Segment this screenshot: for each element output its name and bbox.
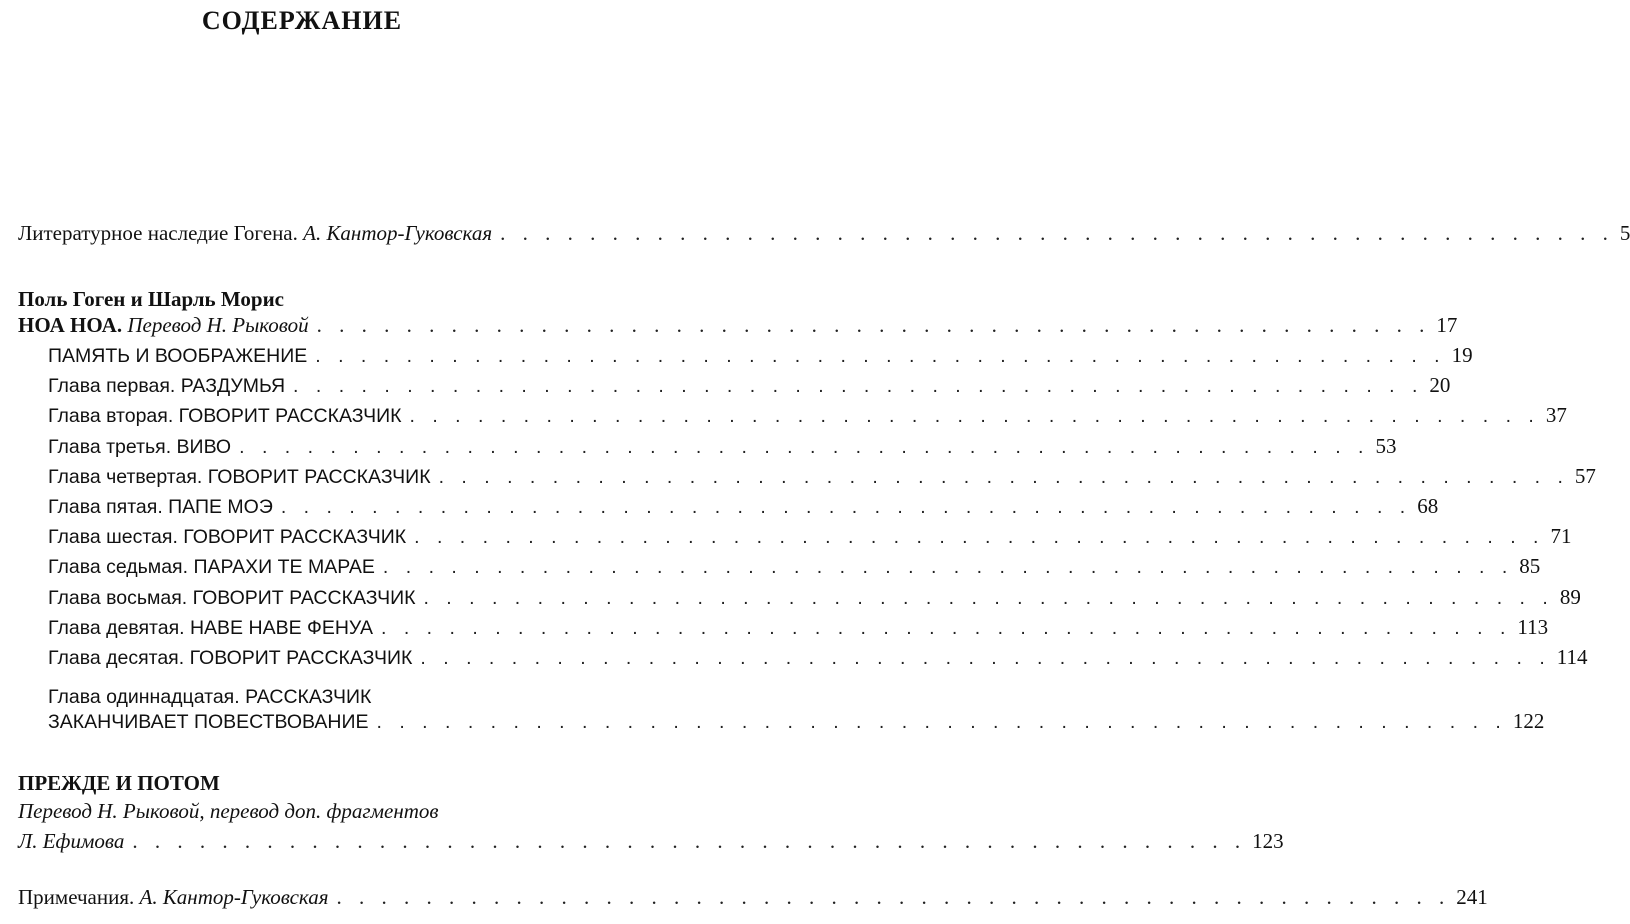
page-title: СОДЕРЖАНИЕ [201,6,403,35]
chapter-label: Глава четвертая. ГОВОРИТ РАССКАЗЧИК [48,465,431,488]
dot-leader: . . . . . . . . . . . . . . . . . . . . . . . . . . . . . . . . . . . . . . . . . . . . . . . . . . [500,221,1614,245]
page-number: 122 [1512,709,1545,733]
page-number: 37 [1545,403,1567,428]
page-number: 123 [1252,829,1284,853]
toc-entry-label [18,218,492,248]
toc-entry-chapter[interactable] [48,551,1541,582]
notes-text: Примечания. [18,885,135,909]
page-number: 114 [1556,645,1588,669]
chapter-label: ПАМЯТЬ И ВООБРАЖЕНИЕ [48,345,308,367]
toc-entry-chapter[interactable] [48,612,1549,643]
toc-entry-noa-noa[interactable] [18,310,1458,340]
toc-entry-intro[interactable] [18,218,1630,248]
toc-entry-chapter[interactable] [48,582,1581,613]
intro-text: Литературное наследие Гогена. [18,221,298,245]
toc-entry-chapter[interactable] [48,491,1439,522]
dot-leader: . . . . . . . . . . . . . . . . . . . . . . . . . . . . . . . . . . . . . . . . . . . . . . . . . . [376,711,1507,733]
chapter-label: Глава вторая. ГОВОРИТ РАССКАЗЧИК [48,405,402,428]
work-title: НОА НОА. [18,313,123,337]
dot-leader: . . . . . . . . . . . . . . . . . . . . . . . . . . . . . . . . . . . . . . . . . . . . . . . . . . [414,526,1545,549]
chapter-label: Глава пятая. ПАПЕ МОЭ [48,496,273,518]
toc-entry-label [18,310,309,340]
dot-leader: . . . . . . . . . . . . . . . . . . . . . . . . . . . . . . . . . . . . . . . . . . . . . . . . . . [336,885,1451,909]
chapter-label: Глава восьмая. ГОВОРИТ РАССКАЗЧИК [48,586,416,609]
notes-author: А. Кантор-Гуковская [139,885,329,909]
page-number: 241 [1456,885,1488,909]
toc-entry-chapter[interactable] [48,461,1596,492]
page-number: 19 [1451,343,1473,367]
chapter-label: Глава третья. ВИВО [48,435,232,458]
section2-translator-name: Л. Ефимова [18,829,125,853]
page-number: 89 [1559,584,1581,609]
dot-leader: . . . . . . . . . . . . . . . . . . . . . . . . . . . . . . . . . . . . . . . . . . . . . . . . . . [315,345,1446,367]
page-number: 20 [1429,373,1451,398]
intro-author: А. Кантор-Гуковская [303,221,493,245]
toc-entry-label [18,882,328,912]
toc-entry-chapter[interactable] [48,521,1572,552]
toc-entry-chapter[interactable] [48,370,1451,401]
chapter-label: Глава первая. РАЗДУМЬЯ [48,375,286,398]
chapter-11-line1: Глава одиннадцатая. РАССКАЗЧИК [48,686,372,708]
page-number: 53 [1375,433,1397,458]
chapter-label: Глава десятая. ГОВОРИТ РАССКАЗЧИК [48,647,413,669]
section2-title: ПРЕЖДЕ И ПОТОМ [18,771,220,795]
dot-leader: . . . . . . . . . . . . . . . . . . . . . . . . . . . . . . . . . . . . . . . . . . . . . . . . . . [438,465,1569,488]
toc-entry-chapter-11[interactable] [48,706,1545,737]
page-number: 17 [1436,313,1458,337]
dot-leader: . . . . . . . . . . . . . . . . . . . . . . . . . . . . . . . . . . . . . . . . . . . . . . . . . . [420,647,1551,669]
toc-entry-chapter[interactable] [48,642,1588,673]
section2-translators: Перевод Н. Рыковой, перевод доп. фрагментов [18,799,439,823]
toc-entry-chapter[interactable] [48,400,1567,431]
dot-leader: . . . . . . . . . . . . . . . . . . . . . . . . . . . . . . . . . . . . . . . . . . . . . . . . . . [280,496,1412,518]
dot-leader: . . . . . . . . . . . . . . . . . . . . . . . . . . . . . . . . . . . . . . . . . . . . . . . . . . [382,556,1514,579]
page-number: 5 [1619,221,1630,245]
chapter-11-line2: ЗАКАНЧИВАЕТ ПОВЕСТВОВАНИЕ [48,711,369,733]
dot-leader: . . . . . . . . . . . . . . . . . . . . . . . . . . . . . . . . . . . . . . . . . . . . . . . . . . [316,313,1431,337]
page-number: 57 [1574,463,1596,488]
dot-leader: . . . . . . . . . . . . . . . . . . . . . . . . . . . . . . . . . . . . . . . . . . . . . . . . . . [409,405,1540,428]
dot-leader: . . . . . . . . . . . . . . . . . . . . . . . . . . . . . . . . . . . . . . . . . . . . . . . . . . [239,435,1370,458]
toc-entry-chapter[interactable] [48,431,1397,462]
dot-leader: . . . . . . . . . . . . . . . . . . . . . . . . . . . . . . . . . . . . . . . . . . . . . . . . . . [132,829,1247,853]
toc-entry-chapter[interactable] [48,340,1473,371]
page-number: 68 [1417,494,1439,518]
page-number: 113 [1517,614,1549,639]
work-translator: Перевод Н. Рыковой [127,313,309,337]
chapter-label: Глава девятая. НАВЕ НАВЕ ФЕНУА [48,616,374,639]
page-number: 85 [1519,554,1541,579]
toc-entry-section2[interactable] [18,826,1284,856]
toc-entry-notes[interactable] [18,882,1488,912]
dot-leader: . . . . . . . . . . . . . . . . . . . . . . . . . . . . . . . . . . . . . . . . . . . . . . . . . . [423,586,1554,609]
page-number: 71 [1550,524,1572,549]
chapter-label: Глава седьмая. ПАРАХИ ТЕ МАРАЕ [48,556,375,579]
section-authors: Поль Гоген и Шарль Морис [18,287,284,311]
dot-leader: . . . . . . . . . . . . . . . . . . . . . . . . . . . . . . . . . . . . . . . . . . . . . . . . . . [381,616,1512,639]
dot-leader: . . . . . . . . . . . . . . . . . . . . . . . . . . . . . . . . . . . . . . . . . . . . . . . . . . [293,375,1424,398]
chapter-label: Глава шестая. ГОВОРИТ РАССКАЗЧИК [48,526,407,549]
